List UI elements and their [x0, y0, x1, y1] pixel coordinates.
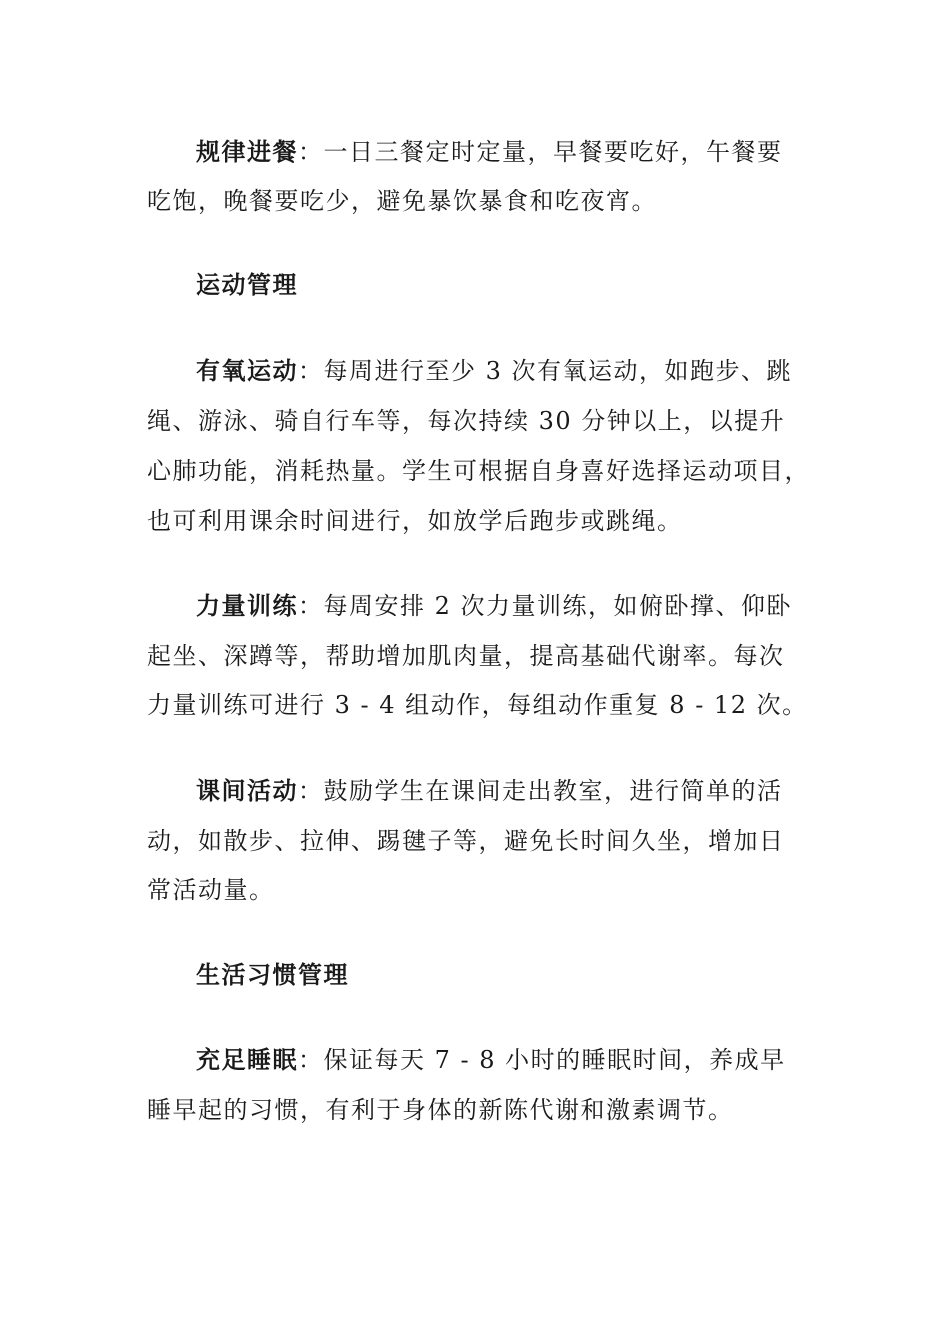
- paragraph-line: 绳、游泳、骑自行车等，每次持续 30 分钟以上，以提升: [147, 407, 786, 435]
- paragraph-lead: 规律进餐: [196, 137, 298, 166]
- paragraph-line: 起坐、深蹲等，帮助增加肌肉量，提高基础代谢率。每次: [147, 642, 785, 670]
- paragraph-text: ：每周进行至少 3 次有氧运动，如跑步、跳: [298, 357, 793, 385]
- paragraph-text: ：鼓励学生在课间走出教室，进行简单的活: [298, 777, 783, 805]
- paragraph-line: 吃饱，晚餐要吃少，避免暴饮暴食和吃夜宵。: [147, 187, 657, 215]
- paragraph-line: [196, 776, 783, 806]
- paragraph-text: ：一日三餐定时定量，早餐要吃好，午餐要: [298, 138, 783, 166]
- paragraph-line: [196, 356, 792, 386]
- paragraph-line: [196, 591, 792, 621]
- paragraph-line: 睡早起的习惯，有利于身体的新陈代谢和激素调节。: [147, 1096, 734, 1124]
- section-heading: 生活习惯管理: [196, 960, 349, 989]
- paragraph-line: [196, 1045, 786, 1075]
- paragraph-line: 心肺功能，消耗热量。学生可根据自身喜好选择运动项目，: [147, 457, 810, 485]
- paragraph-line: 也可利用课余时间进行，如放学后跑步或跳绳。: [147, 507, 683, 535]
- paragraph-lead: 力量训练: [196, 591, 298, 620]
- section-heading: 运动管理: [196, 270, 298, 299]
- paragraph-lead: 有氧运动: [196, 356, 298, 385]
- paragraph-line: 力量训练可进行 3 - 4 组动作，每组动作重复 8 - 12 次。: [147, 691, 808, 719]
- paragraph-line: [196, 137, 783, 167]
- paragraph-line: 常活动量。: [147, 876, 275, 904]
- paragraph-lead: 课间活动: [196, 776, 298, 805]
- paragraph-line: 动，如散步、拉伸、踢毽子等，避免长时间久坐，增加日: [147, 827, 785, 855]
- paragraph-text: ：每周安排 2 次力量训练，如俯卧撑、仰卧: [298, 592, 793, 620]
- paragraph-text: ：保证每天 7 - 8 小时的睡眠时间，养成早: [298, 1046, 786, 1074]
- paragraph-lead: 充足睡眠: [196, 1045, 298, 1074]
